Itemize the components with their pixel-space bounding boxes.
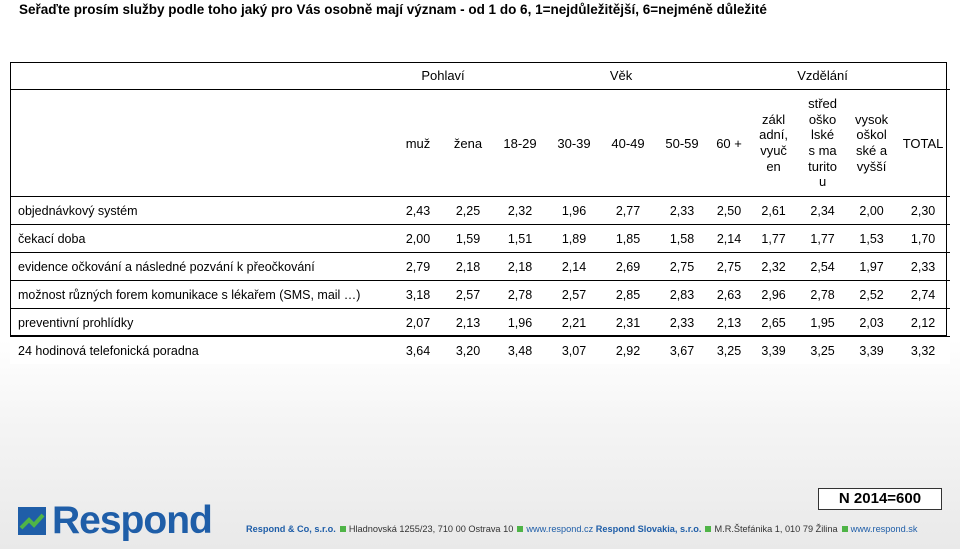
col-header-stredoskolske: středoškolské s maturitou [808, 96, 838, 190]
table-row [10, 337, 950, 365]
cell: 2,32 [493, 197, 547, 225]
col-header-60-plus: 60 + [709, 90, 749, 197]
table-frame-left [10, 62, 11, 336]
cell: 2,54 [798, 253, 847, 281]
table-row [10, 281, 950, 309]
cell: 2,96 [749, 281, 798, 309]
cell: 2,75 [655, 253, 709, 281]
table-frame-top [10, 62, 947, 63]
col-header-zena: žena [443, 90, 493, 197]
group-age: Věk [609, 68, 633, 83]
table-row [10, 197, 950, 225]
row-label: možnost různých forem komunikace s lékařem (SMS, mail …) [10, 281, 393, 309]
cell: 2,75 [709, 253, 749, 281]
cell: 2,31 [601, 309, 655, 337]
group-header-row [10, 62, 950, 90]
cell: 1,77 [798, 225, 847, 253]
bullet-icon [842, 526, 848, 532]
cell: 2,25 [443, 197, 493, 225]
cell: 2,61 [749, 197, 798, 225]
cell: 2,07 [393, 309, 443, 337]
footer [246, 524, 960, 534]
cell: 2,77 [601, 197, 655, 225]
cell: 2,33 [655, 197, 709, 225]
cell: 2,57 [547, 281, 601, 309]
cell: 2,69 [601, 253, 655, 281]
table-row [10, 225, 950, 253]
cell: 2,03 [847, 309, 896, 337]
col-header-total: TOTAL [896, 90, 950, 197]
footer-address-sk: M.R.Štefánika 1, 010 79 Žilina [714, 524, 838, 534]
table-row [10, 253, 950, 281]
logo-text: Respond [52, 499, 212, 542]
cell: 2,43 [393, 197, 443, 225]
cell: 2,32 [749, 253, 798, 281]
row-label: evidence očkování a následné pozvání k přeočkování [10, 253, 393, 281]
results-table [10, 62, 950, 364]
cell: 2,65 [749, 309, 798, 337]
cell-total: 2,33 [896, 253, 950, 281]
cell: 2,63 [709, 281, 749, 309]
footer-web-sk[interactable]: www.respond.sk [850, 524, 918, 534]
cell: 2,79 [393, 253, 443, 281]
cell: 1,58 [655, 225, 709, 253]
col-header-zakladni: základní, vyučen [759, 111, 789, 174]
bullet-icon [705, 526, 711, 532]
cell: 1,77 [749, 225, 798, 253]
cell: 3,67 [655, 337, 709, 365]
cell: 1,59 [443, 225, 493, 253]
table-frame-bottom [10, 335, 947, 336]
cell-total: 1,70 [896, 225, 950, 253]
cell: 2,34 [798, 197, 847, 225]
col-header-50-59: 50-59 [655, 90, 709, 197]
footer-web-cz[interactable]: www.respond.cz [526, 524, 594, 534]
cell: 2,78 [493, 281, 547, 309]
cell: 1,51 [493, 225, 547, 253]
cell: 2,00 [393, 225, 443, 253]
group-gender: Pohlaví [421, 68, 465, 83]
cell: 2,00 [847, 197, 896, 225]
footer-company-sk: Respond Slovakia, s.r.o. [595, 524, 702, 534]
col-header-40-49: 40-49 [601, 90, 655, 197]
cell: 1,95 [798, 309, 847, 337]
cell: 2,33 [655, 309, 709, 337]
sample-size-badge: N 2014=600 [818, 488, 942, 510]
row-label: čekací doba [10, 225, 393, 253]
cell: 2,18 [493, 253, 547, 281]
col-header-muz: muž [393, 90, 443, 197]
footer-address-cz: Hladnovská 1255/23, 710 00 Ostrava 10 [348, 524, 514, 534]
col-header-18-29: 18-29 [493, 90, 547, 197]
respond-logo [18, 499, 212, 542]
cell: 3,25 [798, 337, 847, 365]
cell: 2,85 [601, 281, 655, 309]
cell: 1,97 [847, 253, 896, 281]
col-header-30-39: 30-39 [547, 90, 601, 197]
cell: 3,64 [393, 337, 443, 365]
cell: 2,57 [443, 281, 493, 309]
cell: 2,14 [709, 225, 749, 253]
cell: 2,13 [443, 309, 493, 337]
page-title: Seřaďte prosím služby podle toho jaký pro Vás osobně mají význam - od 1 do 6, 1=nejdůležitější, 6=nejméně důležité [19, 2, 767, 17]
table-frame-right [946, 62, 947, 336]
cell: 2,21 [547, 309, 601, 337]
cell-total: 2,12 [896, 309, 950, 337]
cell: 2,83 [655, 281, 709, 309]
cell: 1,85 [601, 225, 655, 253]
cell: 1,89 [547, 225, 601, 253]
cell: 3,20 [443, 337, 493, 365]
group-education: Vzdělání [797, 68, 848, 83]
cell: 2,92 [601, 337, 655, 365]
cell: 2,50 [709, 197, 749, 225]
row-label: preventivní prohlídky [10, 309, 393, 337]
column-header-row [10, 90, 950, 197]
cell-total: 3,32 [896, 337, 950, 365]
bullet-icon [517, 526, 523, 532]
cell: 2,14 [547, 253, 601, 281]
table-row [10, 309, 950, 337]
cell-total: 2,74 [896, 281, 950, 309]
cell: 3,07 [547, 337, 601, 365]
cell: 2,52 [847, 281, 896, 309]
cell: 2,78 [798, 281, 847, 309]
cell: 2,18 [443, 253, 493, 281]
bullet-icon [340, 526, 346, 532]
cell: 2,13 [709, 309, 749, 337]
row-label: 24 hodinová telefonická poradna [10, 337, 393, 365]
respond-logo-icon [18, 507, 46, 535]
row-label: objednávkový systém [10, 197, 393, 225]
cell-total: 2,30 [896, 197, 950, 225]
col-header-vysokoskolske: vysokoškolské a vyšší [854, 111, 889, 174]
cell: 1,96 [547, 197, 601, 225]
footer-company-cz: Respond & Co, s.r.o. [246, 524, 336, 534]
cell: 1,96 [493, 309, 547, 337]
cell: 3,39 [847, 337, 896, 365]
cell: 1,53 [847, 225, 896, 253]
cell: 3,39 [749, 337, 798, 365]
cell: 3,18 [393, 281, 443, 309]
cell: 3,25 [709, 337, 749, 365]
cell: 3,48 [493, 337, 547, 365]
